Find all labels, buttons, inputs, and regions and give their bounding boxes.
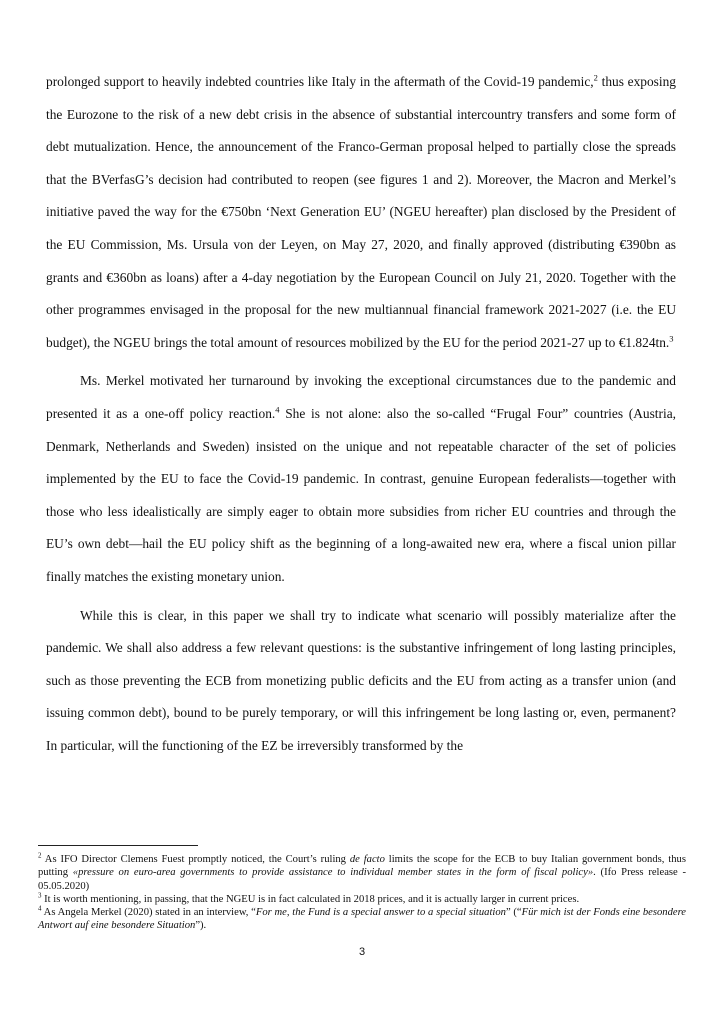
footnote-ref-4: 4 (275, 404, 280, 415)
footnote-2-text-c: . (Ifo Press release - 05.05.2020) (38, 867, 687, 892)
paragraph-2 (46, 365, 676, 593)
body-text (46, 66, 676, 762)
footnote-2-text-b: limits the scope for the ECB to buy Italian government bonds, thus putting (38, 854, 686, 879)
footnote-ref-3: 3 (669, 333, 674, 344)
page-number: 3 (358, 946, 366, 958)
footnote-4-text-b: ” (“ (505, 907, 522, 919)
footnote-2 (38, 853, 686, 893)
paragraph-2-text-b: She is not alone: also the so-called “Frugal Four” countries (Austria, Denmark, Netherlands and Sweden) insisted on the unique and not repeatable character of the set of policies implemented by the EU to face the Covid-19 pandemic. In contrast, genuine European federalists—together with those who less idealistically are simply eager to obtain more subsidies from richer EU countries and through the EU’s own debt—hail the EU policy shift as the beginning of a long-awaited new era, where a fiscal union pillar finally matches the existing monetary union. (46, 405, 676, 584)
footnote-2-quote: «pressure on euro-area governments to provide assistance to individual member states in the form of fiscal policy» (72, 867, 594, 879)
footnote-4-number: 4 (38, 904, 42, 913)
footnote-2-italic-term: de facto (349, 854, 385, 865)
footnote-separator (38, 845, 198, 846)
paragraph-1 (46, 66, 676, 359)
footnote-ref-2: 2 (593, 72, 598, 83)
footnote-2-text-a: As IFO Director Clemens Fuest promptly noticed, the Court’s ruling (41, 854, 350, 865)
footnote-4 (38, 906, 686, 933)
footnote-4-quote-english: For me, the Fund is a special answer to a special situation (255, 907, 506, 919)
paragraph-2-text-a: Ms. Merkel motivated her turnaround by invoking the exceptional circumstances due to the pandemic and presented it as a one-off policy reaction. (46, 373, 676, 421)
footnote-4-text-a: As Angela Merkel (2020) stated in an interview, “ (41, 907, 256, 919)
paragraph-3-text: While this is clear, in this paper we shall try to indicate what scenario will possibly materialize after the pandemic. We shall also address a few relevant questions: is the substantive infringement of long lasting principles, such as those preventing the ECB from monetizing public deficits and the EU from acting as a transfer union (and issuing common debt), bound to be purely temporary, or will this infringement be long lasting or, even, permanent? In particular, will the functioning of the EZ be irreversibly transformed by the (46, 607, 676, 753)
paragraph-3 (46, 600, 676, 763)
footnote-2-number: 2 (38, 851, 42, 860)
footnote-4-quote-german: Für mich ist der Fonds eine besondere Antwort auf eine besondere Situation (38, 907, 687, 932)
footnote-3-number: 3 (38, 891, 42, 900)
paragraph-1-text-a: prolonged support to heavily indebted countries like Italy in the aftermath of the Covid-19 pandemic, (46, 74, 594, 89)
paragraph-1-text-b: thus exposing the Eurozone to the risk of a new debt crisis in the absence of substantial intercountry transfers and some form of debt mutualization. Hence, the announcement of the Franco-German proposal helped to partially close the spreads that the BVerfasG’s decision had contributed to reopen (see figures 1 and 2). Moreover, the Macron and Merkel’s initiative paved the way for the €750bn ‘Next Generation EU’ (NGEU hereafter) plan disclosed by the President of the EU Commission, Ms. Ursula von der Leyen, on May 27, 2020, and finally approved (distributing €390bn as grants and €360bn as loans) after a 4-day negotiation by the European Council on July 21, 2020. Together with the other programmes envisaged in the proposal for the new multiannual financial framework 2021-2027 (i.e. the EU budget), the NGEU brings the total amount of resources mobilized by the EU for the period 2021-27 up to €1.824tn. (46, 74, 676, 350)
footnote-3 (38, 893, 686, 906)
footnote-3-text: It is worth mentioning, in passing, that the NGEU is in fact calculated in 2018 prices, and it is actually larger in current prices. (41, 893, 580, 905)
footnote-4-text-c: ”). (195, 920, 207, 932)
footnotes (38, 853, 686, 933)
